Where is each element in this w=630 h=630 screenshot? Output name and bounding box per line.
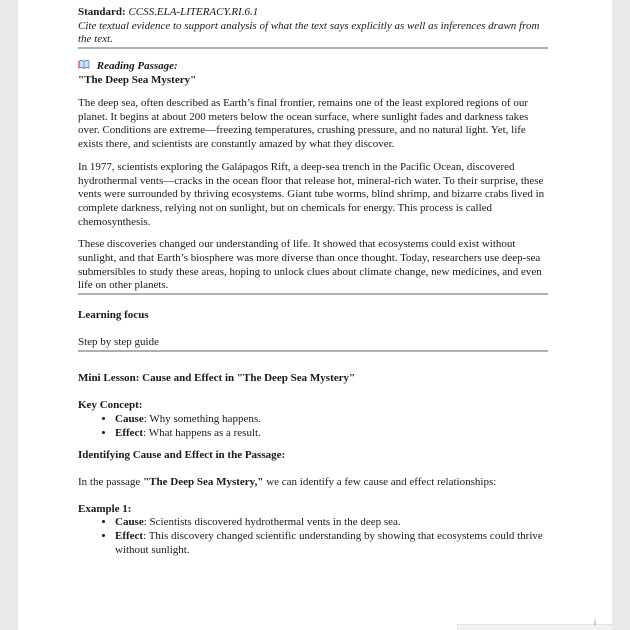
reading-passage-label: Reading Passage: [96,59,178,72]
list-item [115,413,548,427]
identifying-heading: Identifying Cause and Effect in the Passage: [78,449,286,462]
standard-block [78,6,548,47]
term-label: Cause [115,412,144,425]
example1-heading: Example 1: [78,502,132,515]
term-definition: : Why something happens. [143,412,261,425]
list-item [115,516,548,530]
learning-focus-heading: Learning focus [78,308,149,321]
list-item [115,530,548,557]
standard-code: CCSS.ELA-LITERACY.RI.6.1 [128,6,259,18]
clipped-next-element [457,624,612,630]
passage-title: "The Deep Sea Mystery" [78,74,197,87]
term-definition: : This discovery changed scientific understanding by showing that ecosystems could thrive without sunlight. [115,530,543,556]
identifying-intro [78,476,548,490]
reading-passage-heading [78,60,548,88]
example1-list [78,516,548,557]
list-item [115,427,548,441]
section-divider [78,293,548,295]
intro-text-after: we can identify a few cause and effect relationships: [263,476,497,489]
section-divider [78,350,548,352]
standard-label: Standard: [78,6,126,18]
section-divider [78,47,548,49]
standard-description: Cite textual evidence to support analysis of what the text says explicitly as well as inferences drawn from the text. [78,19,540,46]
key-concept-heading: Key Concept: [78,399,143,412]
open-book-icon [78,60,90,75]
key-concept-list [78,413,548,440]
term-definition: : What happens as a result. [143,426,261,439]
term-definition: : Scientists discovered hydrothermal vents in the deep sea. [143,516,401,529]
intro-passage-title: "The Deep Sea Mystery," [143,476,264,489]
learning-focus-subtitle: Step by step guide [78,336,159,349]
document-page[interactable] [18,0,612,630]
passage-paragraph-3: These discoveries changed our understanding of life. It showed that ecosystems could exist without sunlight, and that Earth’s biosphere was more diverse than once thought. Today, researchers use deep-sea submersibles to study these areas, hoping to unlock clues about climate change, new medicines, and even life on other planets. [78,238,542,292]
passage-paragraph-1: The deep sea, often described as Earth’s final frontier, remains one of the least explored regions of our planet. It begins at about 200 meters below the ocean surface, where sunlight fades and darkness takes over. Conditions are extreme—freezing temperatures, crushing pressure, and no natural light. Yet, life exists there, and scientists are constantly amazed by what they discover. [78,97,529,151]
text-cursor-mark: i [594,619,596,627]
term-label: Effect [115,426,144,439]
term-label: Effect [115,530,144,543]
mini-lesson-heading: Mini Lesson: Cause and Effect in "The Deep Sea Mystery" [78,371,356,384]
passage-paragraph-2: In 1977, scientists exploring the Galápagos Rift, a deep-sea trench in the Pacific Ocean, discovered hydrothermal vents—cracks in the ocean floor that release hot, mineral-rich water. To their surprise, these vents were surrounded by thriving ecosystems. Giant tube worms, blind shrimp, and bizarre crabs lived in complete darkness, relying not on sunlight, but on chemicals for energy. This process is called chemosynthesis. [78,160,545,228]
intro-text-before: In the passage [78,476,144,489]
term-label: Cause [115,516,144,529]
